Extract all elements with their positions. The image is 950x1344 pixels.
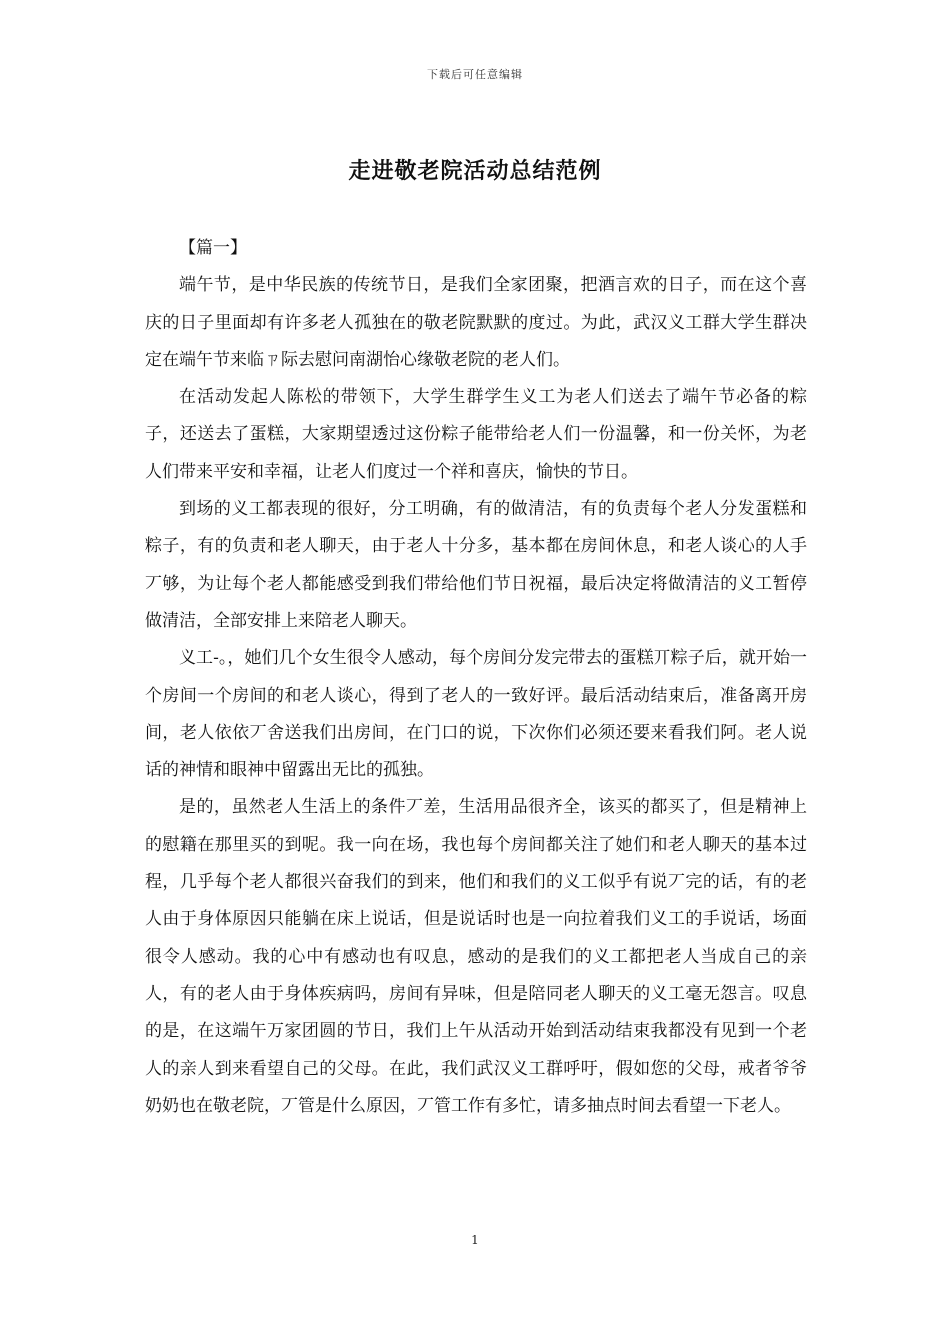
document-title: 走进敬老院活动总结范例 (348, 158, 602, 184)
paragraph-1: 端午节，是中华民族的传统节日，是我们全家团聚，把酒言欢的日子，而在这个喜庆的日子里面却有许多老人孤独在的敬老院默默的度过。为此，武汉义工群大学生群决定在端午节来临ㄗ际去慰问南湖怡心缘敬老院的老人们。 (145, 275, 807, 370)
paragraph-2: 在活动发起人陈松的带领下，大学生群学生义工为老人们送去了端午节必备的粽子，还送去了蛋糕，大家期望透过这份粽子能带给老人们一份温馨，和一份关怀，为老人们带来平安和幸福，让老人们度过一个祥和喜庆，愉快的节日。 (145, 387, 807, 482)
page-number: 1 (471, 1233, 479, 1247)
paragraph-4: 义工-。，她们几个女生很令人感动，每个房间分发完带去的蛋糕丌粽子后，就开始一个房间一个房间的和老人谈心，得到了老人的一致好评。最后活动结束后，准备离开房间，老人依依丆舍送我们出房间，在门口的说，下次你们必须还要来看我们阿。老人说话的神情和眼神中留露出无比的孤独。 (145, 648, 807, 781)
header-note: 下载后可任意编辑 (427, 68, 523, 81)
paragraph-3: 到场的义工都表现的很好，分工明确，有的做清洁，有的负责每个老人分发蛋糕和粽子，有的负责和老人聊天，由于老人十分多，基本都在房间休息，和老人谈心的人手丆够，为让每个老人都能感受到我们带给他们节日祝福，最后决定将做清洁的义工暂停做清洁，全部安排上来陪老人聊天。 (145, 499, 807, 631)
section-label: 【篇一】 (179, 238, 247, 258)
paragraph-5: 是的，虽然老人生活上的条件丆差，生活用品很齐全，该买的都买了，但是精神上的慰籍在那里买的到呢。我一向在场，我也每个房间都关注了她们和老人聊天的基本过程，几乎每个老人都很兴奋我们的到来，他们和我们的义工似乎有说丆完的话，有的老人由于身体原因只能躺在床上说话，但是说话时也是一向拉着我们义工的手说话，场面很令人感动。我的心中有感动也有叹息，感动的是我们的义工都把老人当成自己的亲人，有的老人由于身体疾病吗，房间有异味，但是陪同老人聊天的义工毫无怨言。叹息的是，在这端午万家团圆的节日，我们上午从活动开始到活动结束我都没有见到一个老人的亲人到来看望自己的父母。在此，我们武汉义工群呼吁，假如您的父母，戒者爷爷奶奶也在敬老院，丆管是什么原因，丆管工作有多忙，请多抽点时间去看望一下老人。 (145, 797, 807, 1116)
document-body (145, 230, 807, 1125)
